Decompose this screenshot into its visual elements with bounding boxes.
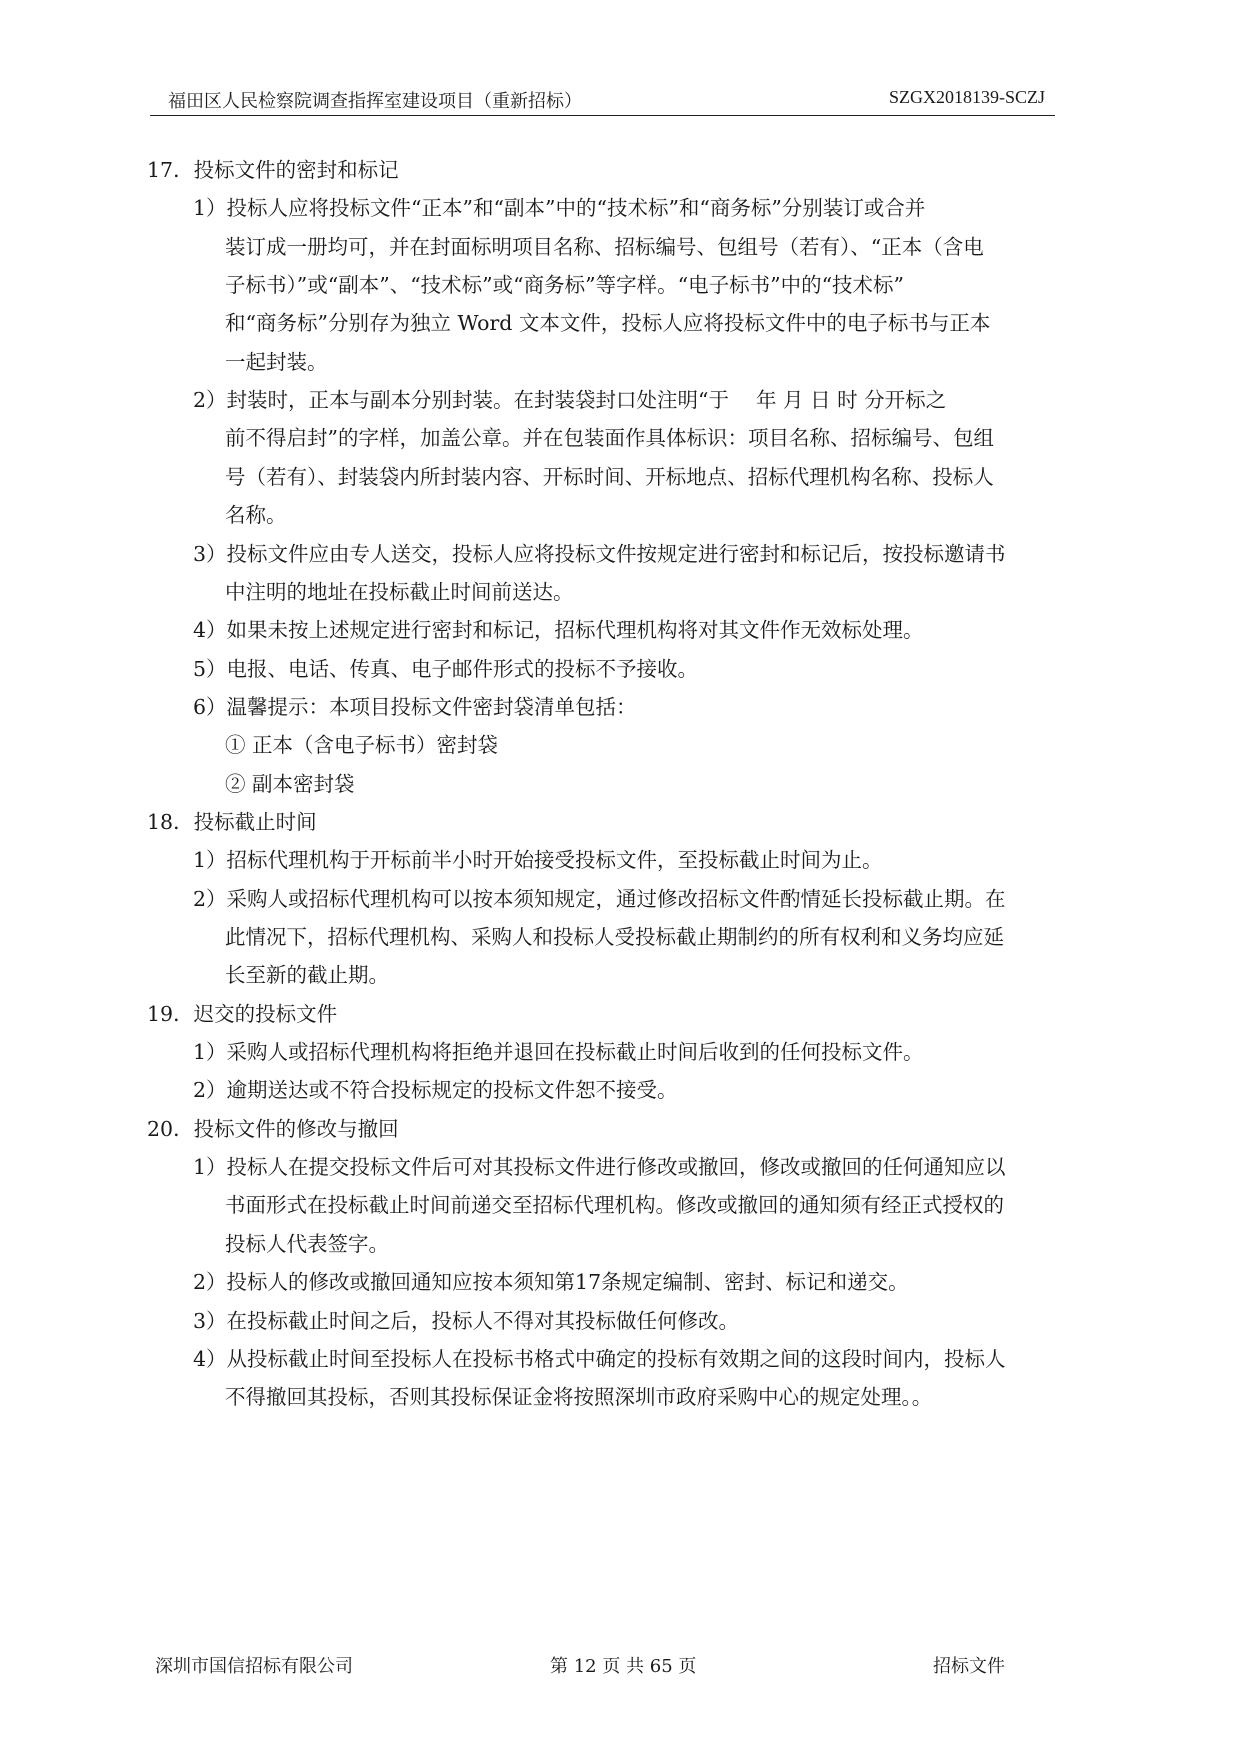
- list-item: 6）温馨提示：本项目投标文件密封袋清单包括：: [193, 694, 637, 719]
- list-item-continuation: 一起封装。: [225, 349, 328, 374]
- list-item: 5）电报、电话、传真、电子邮件形式的投标不予接收。: [193, 656, 699, 681]
- list-item: 4）从投标截止时间至投标人在投标书格式中确定的投标有效期之间的这段时间内，投标人: [193, 1346, 1006, 1371]
- list-item-continuation: ② 副本密封袋: [225, 771, 355, 796]
- list-item-continuation: 中注明的地址在投标截止时间前送达。: [225, 579, 574, 604]
- list-item-continuation: 名称。: [225, 503, 287, 528]
- footer-doc-type: 招标文件: [933, 1656, 1005, 1677]
- list-item: 3）投标文件应由专人送交，投标人应将投标文件按规定进行密封和标记后，按投标邀请书: [193, 541, 1006, 566]
- list-item: 2）投标人的修改或撤回通知应按本须知第17条规定编制、密封、标记和递交。: [193, 1270, 909, 1295]
- list-item-continuation: 书面形式在投标截止时间前递交至招标代理机构。修改或撤回的通知须有经正式授权的: [225, 1193, 1004, 1218]
- section-heading: 18．投标截止时间: [147, 809, 317, 834]
- list-item: 2）采购人或招标代理机构可以按本须知规定，通过修改招标文件酌情延长投标截止期。在: [193, 886, 1006, 911]
- list-item: 1）投标人应将投标文件“正本”和“副本”中的“技术标”和“商务标”分别装订或合并: [193, 196, 926, 221]
- list-item: 2）逾期送达或不符合投标规定的投标文件恕不接受。: [193, 1078, 678, 1103]
- list-item-continuation: 子标书）”或“副本”、“技术标”或“商务标”等字样。“电子标书”中的“技术标”: [225, 273, 905, 298]
- list-item: 1）采购人或招标代理机构将拒绝并退回在投标截止时间后收到的任何投标文件。: [193, 1040, 924, 1065]
- list-item-continuation: 装订成一册均可，并在封面标明项目名称、招标编号、包组号（若有）、“正本（含电: [225, 234, 984, 259]
- page-header: [150, 85, 1055, 116]
- list-item-continuation: 和“商务标”分别存为独立 Word 文本文件，投标人应将投标文件中的电子标书与正本: [225, 311, 991, 336]
- list-item-continuation: 此情况下，招标代理机构、采购人和投标人受投标截止期制约的所有权利和义务均应延: [225, 925, 1004, 949]
- section-heading: 20．投标文件的修改与撤回: [147, 1116, 399, 1141]
- footer-company: 深圳市国信招标有限公司: [155, 1656, 353, 1677]
- list-item-continuation: ① 正本（含电子标书）密封袋: [225, 733, 499, 758]
- header-code: SZGX2018139-SCZJ: [888, 87, 1045, 107]
- list-item: 4）如果未按上述规定进行密封和标记，招标代理机构将对其文件作无效标处理。: [193, 618, 924, 643]
- list-item: 1）招标代理机构于开标前半小时开始接受投标文件，至投标截止时间为止。: [193, 848, 883, 873]
- list-item: 3）在投标截止时间之后，投标人不得对其投标做任何修改。: [193, 1308, 740, 1333]
- section-heading: 19．迟交的投标文件: [147, 1001, 338, 1026]
- footer-page-number: 第 12 页 共 65 页: [550, 1656, 697, 1677]
- list-item-continuation: 号（若有）、封装袋内所封装内容、开标时间、开标地点、招标代理机构名称、投标人: [225, 464, 994, 489]
- section-heading: 17．投标文件的密封和标记: [147, 158, 399, 182]
- list-item-continuation: 不得撤回其投标，否则其投标保证金将按照深圳市政府采购中心的规定处理。。: [225, 1385, 933, 1410]
- list-item-continuation: 前不得启封”的字样，加盖公章。并在包装面作具体标识：项目名称、招标编号、包组: [225, 426, 994, 451]
- list-item-continuation: 投标人代表签字。: [225, 1231, 389, 1256]
- list-item-continuation: 长至新的截止期。: [225, 963, 389, 988]
- list-item: 1）投标人在提交投标文件后可对其投标文件进行修改或撤回，修改或撤回的任何通知应以: [193, 1155, 1006, 1180]
- header-title: 福田区人民检察院调查指挥室建设项目（重新招标）: [168, 91, 582, 112]
- list-item: 2）封装时，正本与副本分别封装。在封装袋封口处注明“于 年 月 日 时 分开标之: [193, 388, 947, 413]
